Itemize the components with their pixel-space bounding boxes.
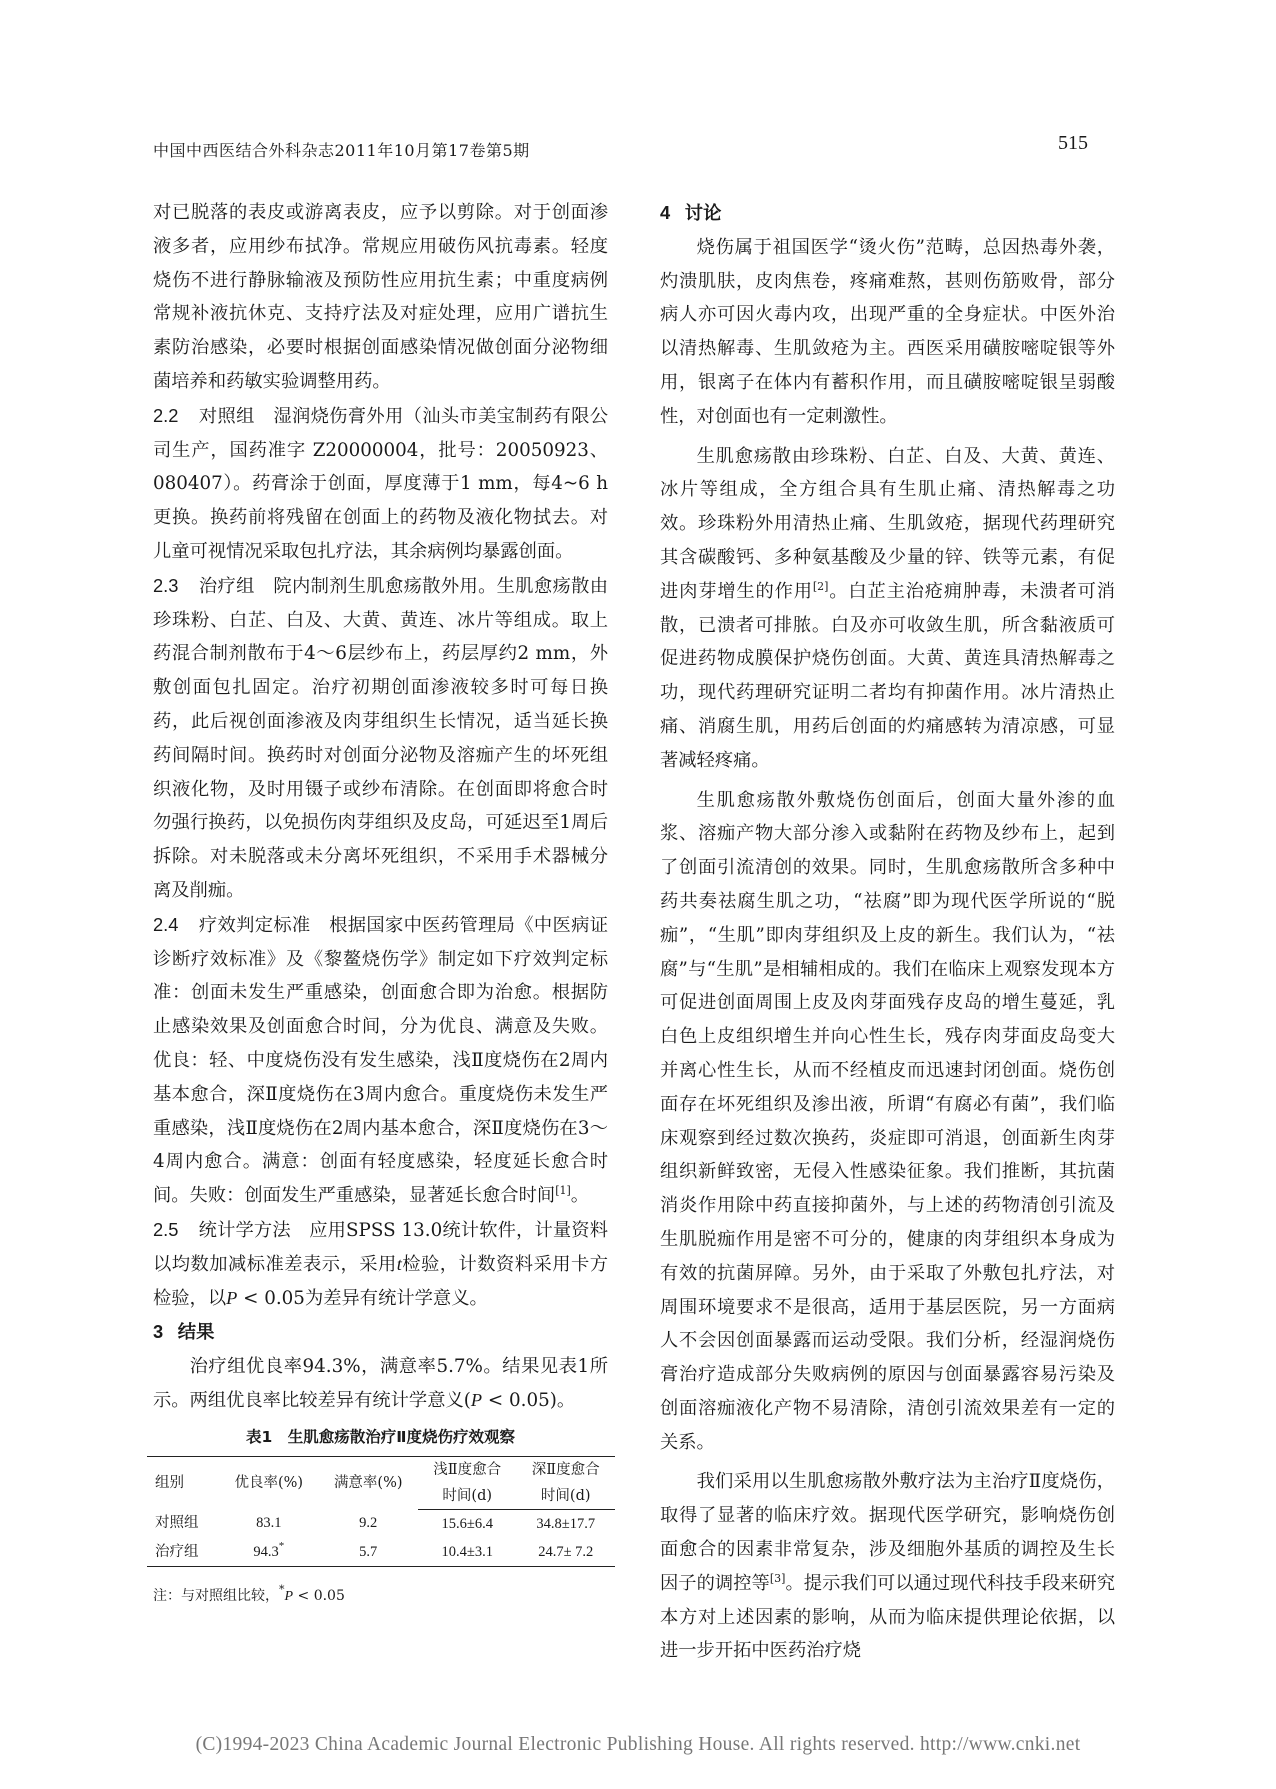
subheader-shallow-time: 时间(d)	[418, 1483, 517, 1510]
section-number: 4	[660, 202, 671, 223]
cell-satisfied: 9.2	[359, 1515, 378, 1532]
paragraph-text: 。白芷主治疮痈肿毒，未溃者可消散，已溃者可排脓。白及亦可收敛生肌，所含黏液质可促进药物成膜保护烧伤创面。大黄、黄连具清热解毒之功，现代药理研究证明二者均有抑菌作用。冰片清热止痛、消腐生肌，用药后创面的灼痛感转为清凉感，可显著减轻疼痛。	[660, 580, 1116, 771]
section-2-3	[153, 569, 608, 908]
cell-deep: 34.8±17.7	[536, 1515, 596, 1532]
discussion-paragraph-2	[660, 440, 1115, 778]
citation-ref: [3]	[769, 1571, 786, 1585]
cell-shallow: 15.6±6.4	[441, 1515, 493, 1532]
note-text: < 0.05	[293, 1587, 345, 1604]
citation-ref: [1]	[555, 1184, 571, 1198]
header-shallow: 浅Ⅱ度愈合	[418, 1456, 517, 1483]
section-number: 2.2	[153, 404, 179, 426]
section-text: 院内制剂生肌愈疡散外用。生肌愈疡散由珍珠粉、白芷、白及、大黄、黄连、冰片等组成。取上药混合制剂散布于4～6层纱布上，药层厚约2 mm，外敷创面包扎固定。治疗初期创面渗液较多时可每日换药，此后视创面渗液及肉芽组织生长情况，适当延长换药间隔时间。换药时对创面分泌物及溶痂产生的坏死组织液化物，及时用镊子或纱布清除。在创面即将愈合时勿强行换药，以免损伤肉芽组织及皮岛，可延迟至1周后拆除。对未脱落或未分离坏死组织，不采用手术器械分离及削痂。	[153, 575, 609, 901]
section-number: 3	[153, 1321, 164, 1343]
note-text: 注：与对照组比较，	[153, 1587, 279, 1604]
header-group: 组别	[147, 1456, 219, 1509]
results-paragraph	[153, 1350, 608, 1418]
header-satisfied-rate: 满意率(%)	[319, 1456, 418, 1509]
page-number: 515	[1058, 132, 1088, 154]
table-row	[147, 1509, 615, 1538]
cell-good	[219, 1538, 318, 1567]
section-2-4	[153, 908, 608, 1213]
cell-shallow: 10.4±3.1	[418, 1538, 517, 1567]
results-text: 治疗组优良率94.3%，满意率5.7%。结果见表1所示。两组优良率比较差异有统计学意义(	[153, 1356, 608, 1411]
header-deep: 深Ⅱ度愈合	[516, 1456, 615, 1483]
subheader-deep-time: 时间(d)	[516, 1483, 615, 1510]
cell-group: 治疗组	[147, 1538, 219, 1567]
cell-good-value: 83.1	[256, 1515, 282, 1532]
left-column	[153, 196, 608, 1608]
cell-good-mark: *	[278, 1539, 285, 1552]
results-text: < 0.05)。	[482, 1389, 576, 1411]
cell-group: 对照组	[155, 1515, 199, 1532]
table-title: 表1 生肌愈疡散治疗Ⅱ度烧伤疗效观察	[246, 1427, 515, 1446]
paragraph-treatment-continued: 对已脱落的表皮或游离表皮，应予以剪除。对于创面渗液多者，应用纱布拭净。常规应用破伤风抗毒素。轻度烧伤不进行静脉输液及预防性应用抗生素；中重度病例常规补液抗休克、支持疗法及对症处理，应用广谱抗生素防治感染，必要时根据创面感染情况做创面分泌物细菌培养和药敏实验调整用药。	[153, 202, 608, 392]
results-table	[147, 1456, 615, 1567]
table-note	[153, 1582, 608, 1608]
p-symbol: P	[284, 1588, 294, 1604]
section-title: 治疗组	[198, 575, 255, 597]
cell-deep: 24.7± 7.2	[516, 1538, 615, 1567]
section-2-2	[153, 399, 608, 569]
discussion-paragraph-3: 生肌愈疡散外敷烧伤创面后，创面大量外渗的血浆、溶痂产物大部分渗入或黏附在药物及纱布上，起到了创面引流清创的效果。同时，生肌愈疡散所含多种中药共奏祛腐生肌之功，“祛腐”即为现代医学所说的“脱痂”，“生肌”即肉芽组织及上皮的新生。我们认为，“祛腐”与“生肌”是相辅相成的。我们在临床上观察发现本方可促进创面周围上皮及肉芽面残存皮岛的增生蔓延，乳白色上皮组织增生并向心性生长，残存肉芽面皮岛变大并离心性生长，从而不经植皮而迅速封闭创面。烧伤创面存在坏死组织及渗出液，所谓“有腐必有菌”，我们临床观察到经过数次换药，炎症即可消退，创面新生肉芽组织新鲜致密，无侵入性感染征象。我们推断，其抗菌消炎作用除中药直接抑菌外，与上述的药物清创引流及生肌脱痂作用是密不可分的，健康的肉芽组织本身成为有效的抗菌屏障。另外，由于采取了外敷包扎疗法，对周围环境要求不是很高，适用于基层医院，另一方面病人不会因创面暴露而运动受限。我们分析，经湿润烧伤膏治疗造成部分失败病例的原因与创面暴露容易污染及创面溶痂液化产物不易清除，清创引流效果差有一定的关系。	[660, 789, 1115, 1453]
note-mark: *	[279, 1582, 285, 1596]
discussion-paragraph-4	[660, 1465, 1115, 1668]
section-title: 统计学方法	[198, 1219, 291, 1241]
section-text-end: 。	[570, 1185, 590, 1207]
citation-ref: [2]	[812, 579, 829, 593]
section-3-heading	[153, 1315, 608, 1350]
section-text: 检验，计数资料采用卡方检验，以	[153, 1253, 609, 1309]
journal-title: 中国中西医结合外科杂志2011年10月第17卷第5期	[153, 141, 530, 160]
section-number: 2.4	[153, 913, 179, 935]
section-2-5	[153, 1213, 608, 1315]
running-header	[153, 132, 1088, 160]
right-column	[660, 196, 1115, 1668]
section-title: 对照组	[198, 405, 255, 427]
paragraph-text: 生肌愈疡散由珍珠粉、白芷、白及、大黄、黄连、冰片等组成，全方组合具有生肌止痛、清热解毒之功效。珍珠粉外用清热止痛、生肌敛疮，据现代药理研究其含碳酸钙、多种氨基酸及少量的锌、铁等元素，有促进肉芽增生的作用	[660, 445, 1115, 602]
cell-good	[219, 1509, 318, 1538]
p-symbol: P	[226, 1287, 238, 1308]
table-row	[147, 1538, 615, 1567]
section-title: 疗效判定标准	[198, 914, 311, 936]
p-symbol: P	[470, 1389, 483, 1410]
header-good-rate: 优良率(%)	[219, 1456, 318, 1509]
paragraph-text: 我们采用以生肌愈疡散外敷疗法为主治疗Ⅱ度烧伤，取得了显著的临床疗效。据现代医学研究，影响烧伤创面愈合的因素非常复杂，涉及细胞外基质的调控及生长因子的调控等	[660, 1471, 1115, 1594]
t-symbol: t	[396, 1253, 402, 1274]
cell-good-value: 94.3	[253, 1543, 279, 1560]
section-number: 2.3	[153, 574, 179, 596]
section-title: 讨论	[684, 203, 722, 224]
paragraph-text: 。提示我们可以通过现代科技手段来研究本方对上述因素的影响，从而为临床提供理论依据，以进一步开拓中医药治疗烧	[660, 1572, 1116, 1662]
discussion-paragraph-1: 烧伤属于祖国医学“烫火伤”范畴，总因热毒外袭，灼溃肌肤，皮肉焦卷，疼痛难熬，甚则伤筋败骨，部分病人亦可因火毒内攻，出现严重的全身症状。中医外治以清热解毒、生肌敛疮为主。西医采用磺胺嘧啶银等外用，银离子在体内有蓄积作用，而且磺胺嘧啶银呈弱酸性，对创面也有一定刺激性。	[660, 236, 1115, 427]
section-text: 根据国家中医药管理局《中医病证诊断疗效标准》及《黎鳌烧伤学》制定如下疗效判定标准：创面未发生严重感染，创面愈合即为治愈。根据防止感染效果及创面愈合时间，分为优良、满意及失败。优良：轻、中度烧伤没有发生感染，浅Ⅱ度烧伤在2周内基本愈合，深Ⅱ度烧伤在3周内愈合。重度烧伤未发生严重感染，浅Ⅱ度烧伤在2周内基本愈合，深Ⅱ度烧伤在3～4周内愈合。满意：创面有轻度感染，轻度延长愈合时间。失败：创面发生严重感染，显著延长愈合时间	[153, 914, 609, 1207]
cell-satisfied: 5.7	[319, 1538, 418, 1567]
section-title: 结果	[177, 1322, 215, 1344]
section-text: 应用SPSS 13.0统计软件，计量资料以均数加减标准差表示，采用	[153, 1219, 609, 1275]
copyright-footer: (C)1994-2023 China Academic Journal Electronic Publishing House. All rights reserved. http://www.cnki.net	[195, 1734, 1081, 1755]
section-number: 2.5	[153, 1218, 179, 1240]
section-text: 湿润烧伤膏外用（汕头市美宝制药有限公司生产，国药准字 Z20000004，批号：20050923、080407）。药膏涂于创面，厚度薄于1 mm，每4~6 h更换。换药前将残留在创面上的药物及液化物拭去。对儿童可视情况采取包扎疗法，其余病例均暴露创面。	[153, 405, 609, 562]
section-4-heading	[660, 196, 1115, 231]
section-text: < 0.05为差异有统计学意义。	[237, 1287, 488, 1309]
